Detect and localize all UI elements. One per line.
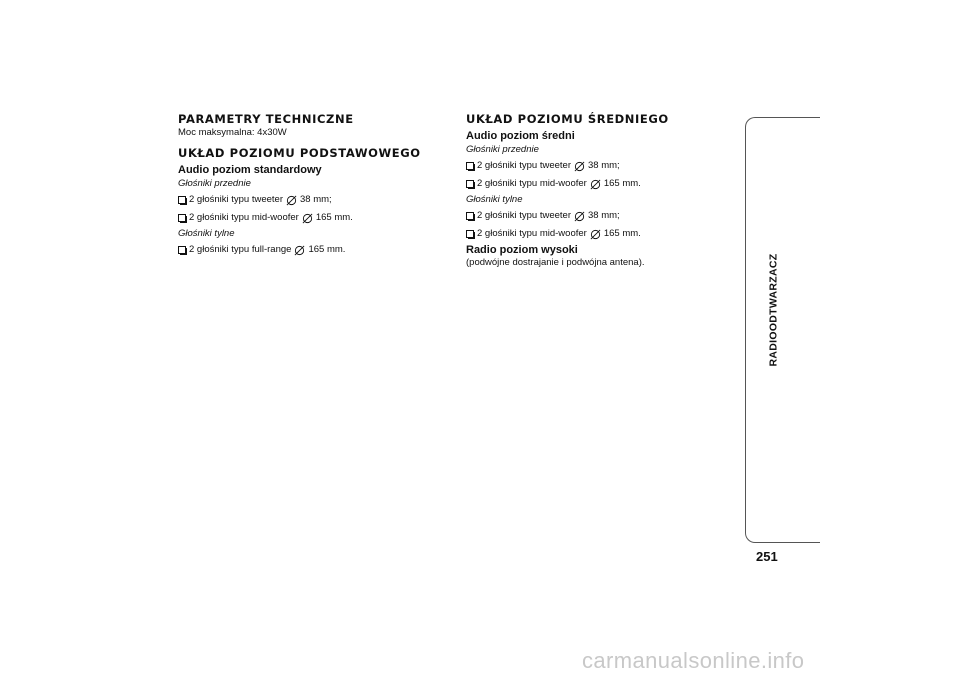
list-item-size: 165 mm.	[315, 212, 353, 223]
checkbox-bullet-icon	[466, 212, 474, 220]
audio-mid-title: Audio poziom średni	[466, 130, 575, 142]
list-item-size: 165 mm.	[308, 244, 346, 255]
list-item-text: 2 głośniki typu full-range	[189, 244, 292, 255]
checkbox-bullet-icon	[178, 214, 186, 222]
list-item-text: 2 głośniki typu mid-woofer	[189, 212, 299, 223]
checkbox-bullet-icon	[466, 180, 474, 188]
list-item-text: 2 głośniki typu mid-woofer	[477, 178, 587, 189]
diameter-icon	[574, 211, 585, 222]
side-tab-label	[765, 250, 781, 370]
list-item	[466, 207, 746, 225]
max-power-text: Moc maksymalna: 4x30W	[178, 127, 287, 138]
page-number: 251	[756, 549, 778, 564]
section-heading-basic-system: UKŁAD POZIOMU PODSTAWOWEGO	[178, 146, 421, 160]
list-item	[178, 191, 458, 209]
diameter-icon	[302, 213, 313, 224]
radio-note-text: (podwójne dostrajanie i podwójna antena).	[466, 257, 645, 268]
diameter-icon	[590, 229, 601, 240]
side-tab-label-text: RADIOODTWARZACZ	[767, 253, 779, 367]
section-heading-technical-parameters: PARAMETRY TECHNICZNE	[178, 112, 354, 126]
list-item-size: 38 mm;	[588, 160, 620, 171]
audio-standard-title: Audio poziom standardowy	[178, 164, 322, 176]
radio-high-title: Radio poziom wysoki	[466, 244, 578, 256]
section-heading-mid-system: UKŁAD POZIOMU ŚREDNIEGO	[466, 112, 669, 126]
list-item-size: 38 mm;	[588, 210, 620, 221]
list-item-text: 2 głośniki typu mid-woofer	[477, 228, 587, 239]
list-item	[178, 241, 458, 259]
rear-speakers-label: Głośniki tylne	[178, 228, 235, 239]
left-column	[178, 112, 458, 259]
front-speakers-label: Głośniki przednie	[466, 144, 539, 155]
checkbox-bullet-icon	[466, 230, 474, 238]
list-item	[466, 175, 746, 193]
list-item-text: 2 głośniki typu tweeter	[477, 210, 571, 221]
rear-speakers-label: Głośniki tylne	[466, 194, 523, 205]
diameter-icon	[294, 245, 305, 256]
list-item-size: 165 mm.	[603, 228, 641, 239]
watermark: carmanualsonline.info	[582, 648, 805, 673]
list-item-text: 2 głośniki typu tweeter	[189, 194, 283, 205]
diameter-icon	[574, 161, 585, 172]
diameter-icon	[590, 179, 601, 190]
list-item	[466, 157, 746, 175]
right-column	[466, 112, 746, 268]
checkbox-bullet-icon	[466, 162, 474, 170]
list-item	[178, 209, 458, 227]
list-item-size: 165 mm.	[603, 178, 641, 189]
checkbox-bullet-icon	[178, 246, 186, 254]
list-item-text: 2 głośniki typu tweeter	[477, 160, 571, 171]
checkbox-bullet-icon	[178, 196, 186, 204]
list-item	[466, 225, 746, 243]
side-tab-frame	[745, 117, 820, 543]
diameter-icon	[286, 195, 297, 206]
front-speakers-label: Głośniki przednie	[178, 178, 251, 189]
list-item-size: 38 mm;	[300, 194, 332, 205]
